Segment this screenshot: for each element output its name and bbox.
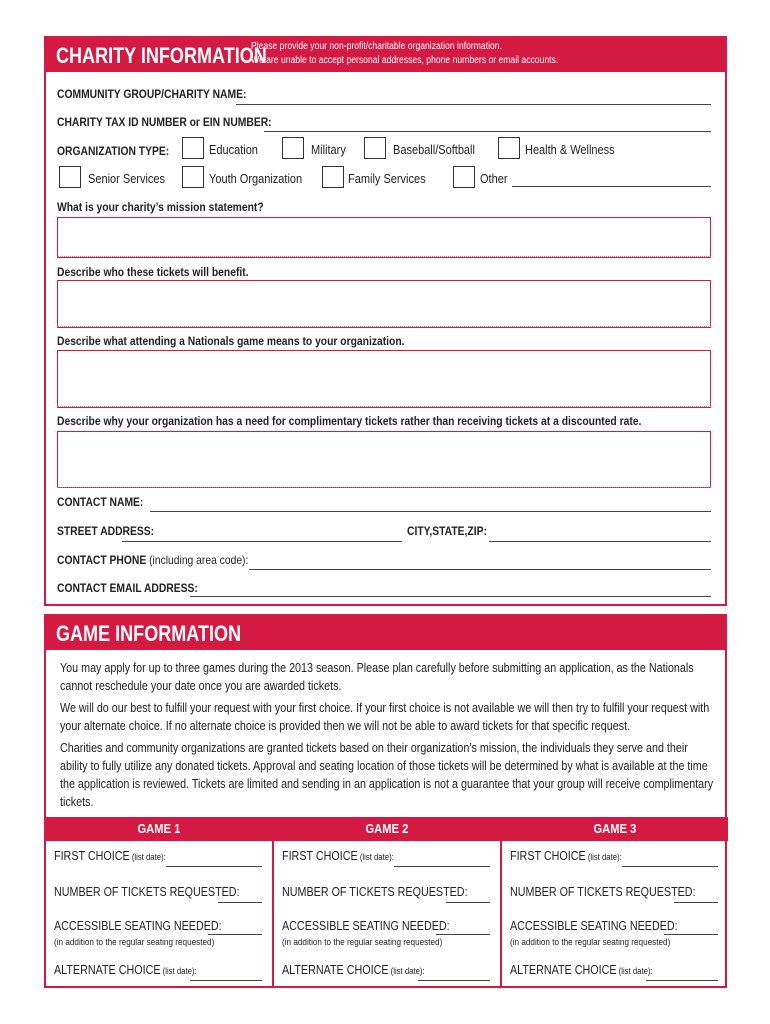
accessible-label: ACCESSIBLE SEATING NEEDED: — [54, 919, 222, 933]
game-paragraph-3: Charities and community organizations are granted tickets based on their organization’s mission, the individuals they serve and their ability to fully utilize any donated tickets. Approval and seating location of those tickets will be determined by what is available at the time the application is reviewed. Tickets are limited and sending in an application is not a guarantee that your group will receive complimentary tickets. — [60, 741, 714, 809]
nationals-label: Describe what attending a Nationals game means to your organization. — [57, 334, 405, 348]
game-2-heading: GAME 2 — [274, 817, 500, 841]
other-field[interactable] — [512, 186, 711, 187]
checkbox-other[interactable] — [453, 166, 475, 188]
option-family-services: Family Services — [348, 172, 426, 186]
benefit-label: Describe who these tickets will benefit. — [57, 265, 249, 279]
city-state-zip-label: CITY,STATE,ZIP: — [407, 524, 487, 538]
game-3-heading: GAME 3 — [502, 817, 728, 841]
checkbox-education[interactable] — [182, 137, 204, 159]
charity-information-section — [44, 36, 727, 606]
charity-note-line2: We are unable to accept personal addresses, phone numbers or email accounts. — [251, 55, 559, 66]
community-group-field[interactable] — [236, 104, 711, 105]
checkbox-baseball-softball[interactable] — [364, 137, 386, 159]
checkbox-senior-services[interactable] — [59, 166, 81, 188]
num-tickets-label: NUMBER OF TICKETS REQUESTED: — [54, 885, 240, 899]
game-1-num-tickets-field[interactable] — [218, 902, 262, 903]
game-3-column — [502, 817, 728, 987]
game-2-first-choice-field[interactable] — [394, 866, 490, 867]
accessible-note: (in addition to the regular seating requested) — [54, 937, 215, 948]
need-textbox[interactable] — [57, 431, 711, 488]
option-youth-organization: Youth Organization — [209, 172, 303, 186]
contact-name-label: CONTACT NAME: — [57, 495, 144, 509]
mission-label: What is your charity’s mission statement? — [57, 200, 264, 214]
alternate-choice-label: ALTERNATE CHOICE (list date): — [282, 963, 425, 977]
checkbox-family-services[interactable] — [322, 166, 344, 188]
game-3-num-tickets-field[interactable] — [674, 902, 718, 903]
mission-textbox[interactable] — [57, 217, 711, 258]
accessible-label: ACCESSIBLE SEATING NEEDED: — [282, 919, 450, 933]
game-3-accessible-field[interactable] — [664, 934, 718, 935]
benefit-textbox[interactable] — [57, 280, 711, 328]
column-divider — [500, 817, 502, 987]
game-paragraph-2: We will do our best to fulfill your request with your first choice. If your first choice is not available we will then try to fulfill your request with your alternate choice. If no alternate choice is provided then we will not be able to award tickets for that specific request. — [60, 701, 710, 733]
game-1-first-choice-field[interactable] — [166, 866, 262, 867]
num-tickets-label: NUMBER OF TICKETS REQUESTED: — [282, 885, 468, 899]
first-choice-label: FIRST CHOICE (list date): — [282, 849, 394, 863]
game-2-alternate-choice-field[interactable] — [418, 980, 490, 981]
game-paragraph-1: You may apply for up to three games during the 2013 season. Please plan carefully before submitting an application, as the Nationals cannot reschedule your date once you are awarded tickets. — [60, 661, 694, 693]
accessible-note: (in addition to the regular seating requested) — [510, 937, 671, 948]
contact-email-label: CONTACT EMAIL ADDRESS: — [57, 581, 198, 595]
option-military: Military — [311, 143, 346, 157]
charity-section-header — [46, 38, 725, 72]
charity-note-line1: Please provide your non-profit/charitable organization information. — [251, 41, 502, 52]
checkbox-youth-organization[interactable] — [182, 166, 204, 188]
checkbox-military[interactable] — [282, 137, 304, 159]
checkbox-health-wellness[interactable] — [498, 137, 520, 159]
contact-phone-label: CONTACT PHONE (including area code): — [57, 553, 249, 567]
alternate-choice-label: ALTERNATE CHOICE (list date): — [54, 963, 197, 977]
game-section-title: GAME INFORMATION — [56, 621, 242, 646]
accessible-label: ACCESSIBLE SEATING NEEDED: — [510, 919, 678, 933]
game-2-accessible-field[interactable] — [436, 934, 490, 935]
game-1-column — [46, 817, 272, 987]
street-address-field[interactable] — [122, 541, 402, 542]
num-tickets-label: NUMBER OF TICKETS REQUESTED: — [510, 885, 696, 899]
column-divider — [272, 817, 274, 987]
option-baseball-softball: Baseball/Softball — [393, 143, 475, 157]
first-choice-label: FIRST CHOICE (list date): — [54, 849, 166, 863]
option-education: Education — [209, 143, 258, 157]
org-type-label: ORGANIZATION TYPE: — [57, 144, 170, 158]
option-health-wellness: Health & Wellness — [525, 143, 615, 157]
accessible-note: (in addition to the regular seating requested) — [282, 937, 443, 948]
game-information-section — [44, 614, 727, 988]
alternate-choice-label: ALTERNATE CHOICE (list date): — [510, 963, 653, 977]
game-1-accessible-field[interactable] — [208, 934, 262, 935]
game-1-alternate-choice-field[interactable] — [190, 980, 262, 981]
tax-id-field[interactable] — [264, 131, 711, 132]
separator — [57, 487, 711, 488]
nationals-textbox[interactable] — [57, 350, 711, 408]
charity-section-title: CHARITY INFORMATION — [56, 43, 267, 68]
contact-phone-field[interactable] — [249, 569, 711, 570]
option-senior-services: Senior Services — [88, 172, 166, 186]
game-2-column — [274, 817, 500, 987]
game-3-alternate-choice-field[interactable] — [646, 980, 718, 981]
game-section-header — [46, 616, 725, 650]
tax-id-label: CHARITY TAX ID NUMBER or EIN NUMBER: — [57, 115, 272, 129]
street-address-label: STREET ADDRESS: — [57, 524, 155, 538]
contact-name-field[interactable] — [150, 511, 711, 512]
need-label: Describe why your organization has a need for complimentary tickets rather than receiving tickets at a discounted rate. — [57, 414, 642, 428]
game-3-first-choice-field[interactable] — [622, 866, 718, 867]
contact-email-field[interactable] — [190, 596, 711, 597]
separator — [57, 326, 711, 327]
separator — [57, 406, 711, 407]
game-2-num-tickets-field[interactable] — [446, 902, 490, 903]
game-1-heading: GAME 1 — [46, 817, 272, 841]
community-group-label: COMMUNITY GROUP/CHARITY NAME: — [57, 87, 247, 101]
separator — [57, 256, 711, 257]
city-state-zip-field[interactable] — [489, 541, 711, 542]
first-choice-label: FIRST CHOICE (list date): — [510, 849, 622, 863]
option-other: Other — [480, 172, 508, 186]
